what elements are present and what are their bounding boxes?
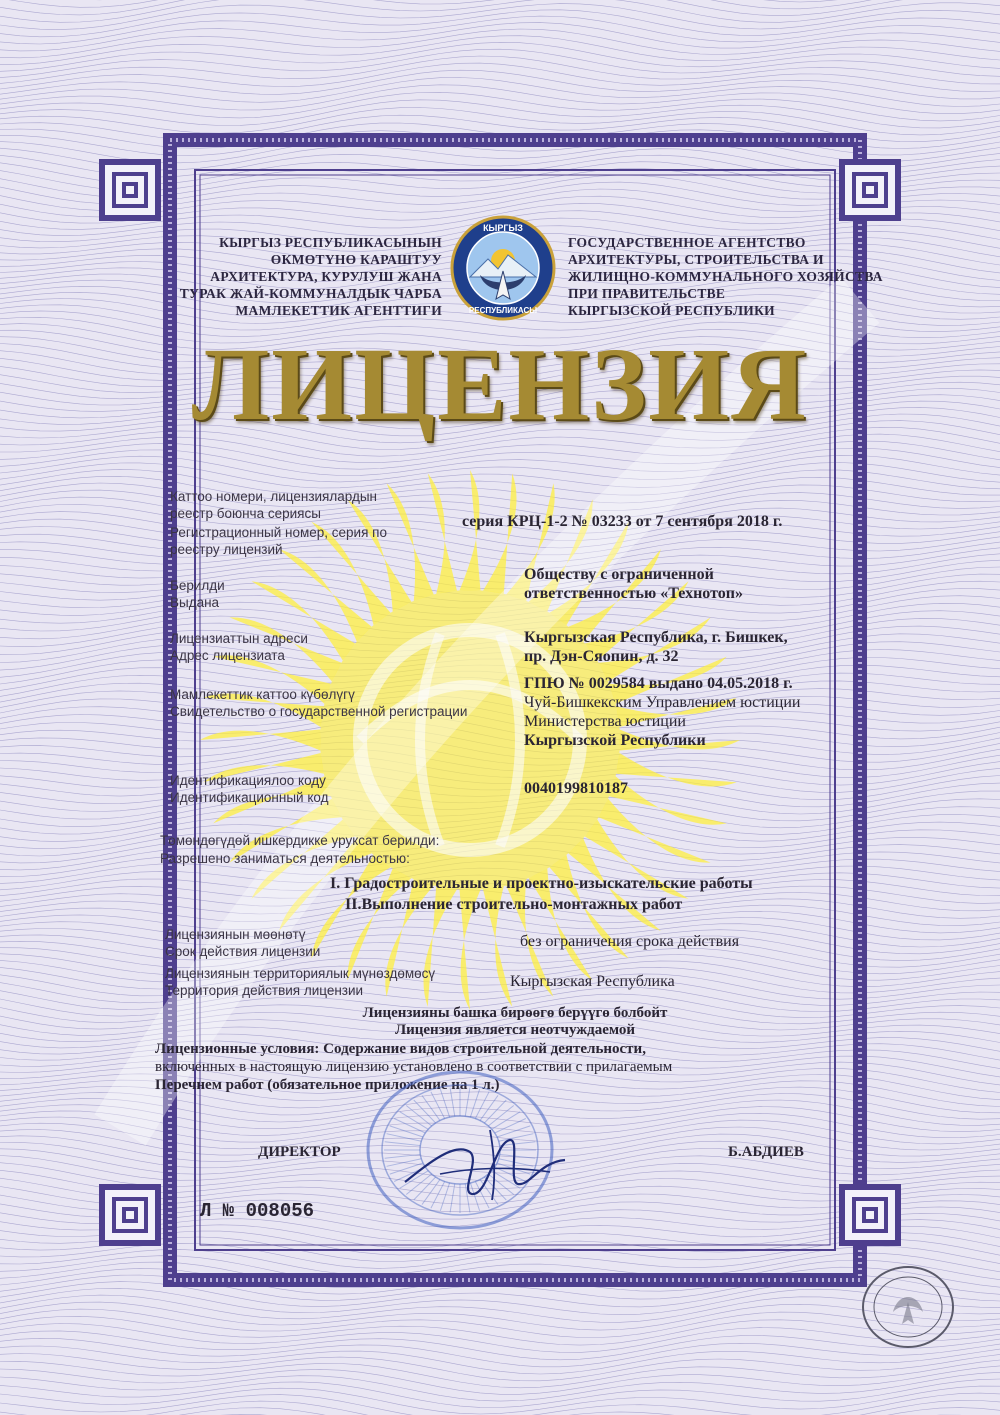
guilloche-line <box>0 1288 1000 1314</box>
certificate-label-ru: Свидетельство о государственной регистрации <box>170 704 468 719</box>
identification-label-ru: Идентификационный код <box>170 790 329 805</box>
issued-to-value <box>524 565 854 603</box>
stamp-ray <box>480 1095 498 1120</box>
corner-frame <box>102 162 158 218</box>
issued-to-line: Обществу с ограниченной <box>524 566 714 583</box>
emblem-top-text: КЫРГЫЗ <box>483 223 523 233</box>
header-left-line: МАМЛЕКЕТТИК АГЕНТТИГИ <box>235 303 442 318</box>
guilloche-line <box>0 92 1000 121</box>
header-agency-kyrgyz <box>170 234 442 319</box>
address-value <box>524 628 854 666</box>
stamp-ray <box>450 1088 455 1117</box>
corner-frame <box>842 162 898 218</box>
serial-number: Л № 008056 <box>200 1200 315 1222</box>
corner-frame <box>842 1187 898 1243</box>
conditions-line: Лицензионные условия: Содержание видов строительной деятельности, <box>155 1041 646 1057</box>
conditions-line: Перечнем работ (обязательное приложение на 1 л.) <box>155 1077 500 1093</box>
guilloche-line <box>0 534 1000 562</box>
header-right-line: ПРИ ПРАВИТЕЛЬСТВЕ <box>568 286 726 301</box>
certificate-line: Министерства юстиции <box>524 713 686 730</box>
document-title: ЛИЦЕНЗИЯ <box>191 327 809 442</box>
conditions-line: включенных в настоящую лицензию установлено в соответствии с прилагаемым <box>155 1059 673 1075</box>
stamp-ray <box>414 1100 436 1123</box>
guilloche-line <box>0 108 1000 135</box>
territory-value: Кыргызская Республика <box>510 973 675 990</box>
guilloche-line <box>0 1354 1000 1381</box>
sun-ray <box>200 730 320 751</box>
guilloche-line <box>0 469 1000 495</box>
small-round-stamp <box>858 1262 958 1352</box>
guilloche-line <box>0 23 1000 51</box>
header-left-line: КЫРГЫЗ РЕСПУБЛИКАСЫНЫН <box>219 235 442 250</box>
guilloche-line <box>0 1386 1000 1414</box>
header-right-line: ЖИЛИЩНО-КОММУНАЛЬНОГО ХОЗЯЙСТВА <box>568 269 883 284</box>
guilloche-line <box>0 455 1000 482</box>
guilloche-line <box>0 1338 1000 1367</box>
activity-label-ky: Төмөндөгүдөй ишкердикке уруксат берилди: <box>160 833 440 848</box>
activity-item-1: I. Градостроительные и проектно-изыскательские работы <box>330 875 753 892</box>
guilloche-line <box>0 1316 1000 1345</box>
sun-ray <box>428 473 457 594</box>
issued-to-line: ответственностью «Технотоп» <box>524 585 743 602</box>
header-left-line: АРХИТЕКТУРА, КУРУЛУШ ЖАНА <box>210 269 442 284</box>
certificate-line: Кыргызской Республики <box>524 732 706 749</box>
registration-label-ky: Каттоо номери, лицензиялардын реестр боюнча сериясы <box>170 489 377 521</box>
header-left-line: ТУРАК ЖАЙ-КОММУНАЛДЫК ЧАРБА <box>179 286 442 301</box>
identification-value: 0040199810187 <box>524 780 628 797</box>
header-right-line: ГОСУДАРСТВЕННОЕ АГЕНТСТВО <box>568 235 806 250</box>
address-label-ru: Адрес лицензиата <box>170 648 285 663</box>
territory-label-ru: Территория действия лицензии <box>165 983 364 998</box>
guilloche-line <box>0 927 1000 954</box>
kyrgyz-state-emblem-icon <box>450 215 556 321</box>
validity-label-ky: Лицензиянын мөөнөтү <box>165 927 306 942</box>
registration-label-ru: Регистрационный номер, серия по реестру лицензий <box>170 525 387 557</box>
guilloche-line <box>0 1302 1000 1330</box>
director-signature <box>400 1122 570 1202</box>
guilloche-line <box>0 463 1000 489</box>
guilloche-line <box>0 29 1000 58</box>
identification-label-ky: Идентификациялоо коду <box>170 773 326 788</box>
guilloche-line <box>0 70 1000 99</box>
certificate-line: Чуй-Бишкекским Управлением юстиции <box>524 694 801 711</box>
emblem-bottom-text: РЕСПУБЛИКАСЫ <box>468 306 538 315</box>
issued-to-label-ru: Выдана <box>170 595 220 610</box>
header-left-line: ӨКМӨТҮНӨ КАРАШТУУ <box>270 252 442 267</box>
guilloche-line <box>0 4 1000 30</box>
guilloche-line <box>0 78 1000 107</box>
guilloche-line <box>0 0 1000 9</box>
registration-value: серия КРЦ-1-2 № 03233 от 7 сентября 2018 г. <box>462 513 783 530</box>
guilloche-line <box>0 448 1000 475</box>
address-line: пр. Дэн-Сяопин, д. 32 <box>524 648 679 665</box>
guilloche-line <box>0 0 1000 16</box>
activity-item-2: II.Выполнение строительно-монтажных работ <box>345 896 683 913</box>
validity-value: без ограничения срока действия <box>520 933 740 950</box>
address-label-ky: Лицензиаттын адреси <box>170 631 308 646</box>
issued-to-label-ky: Берилди <box>170 578 225 593</box>
stamp-ray <box>484 1100 506 1123</box>
guilloche-line <box>0 476 1000 503</box>
guilloche-line <box>0 912 1000 940</box>
header-right-line: КЫРГЫЗСКОЙ РЕСПУБЛИКИ <box>568 303 775 318</box>
director-title: ДИРЕКТОР <box>258 1144 341 1160</box>
stamp-ray <box>465 1088 470 1117</box>
header-agency-russian <box>568 234 928 319</box>
guilloche-line <box>0 1295 1000 1322</box>
certificate-value <box>524 674 864 750</box>
guilloche-line <box>0 919 1000 947</box>
territory-label-ky: Лицензиянын территориялык мүнөздөмөсү <box>165 966 436 981</box>
transfer-note-ru: Лицензия является неотчуждаемой <box>394 1022 636 1038</box>
guilloche-line <box>0 49 1000 77</box>
activity-label-ru: Разрешено заниматься деятельностью: <box>160 851 410 866</box>
guilloche-line <box>0 100 1000 128</box>
certificate-line: ГПЮ № 0029584 выдано 04.05.2018 г. <box>524 675 793 692</box>
transfer-note-ky: Лицензияны башка бирөөгө берүүгө болбойт <box>362 1005 668 1021</box>
director-name: Б.АБДИЕВ <box>728 1144 804 1160</box>
header-right-line: АРХИТЕКТУРЫ, СТРОИТЕЛЬСТВА И <box>568 252 824 267</box>
address-line: Кыргызская Республика, г. Бишкек, <box>524 629 788 646</box>
corner-frame <box>102 1187 158 1243</box>
certificate-label-ky: Мамлекеттик каттоо күбөлүгү <box>170 687 355 702</box>
validity-label-ru: Срок действия лицензии <box>165 944 321 959</box>
guilloche-line <box>0 1360 1000 1388</box>
stamp-ray <box>422 1095 440 1120</box>
